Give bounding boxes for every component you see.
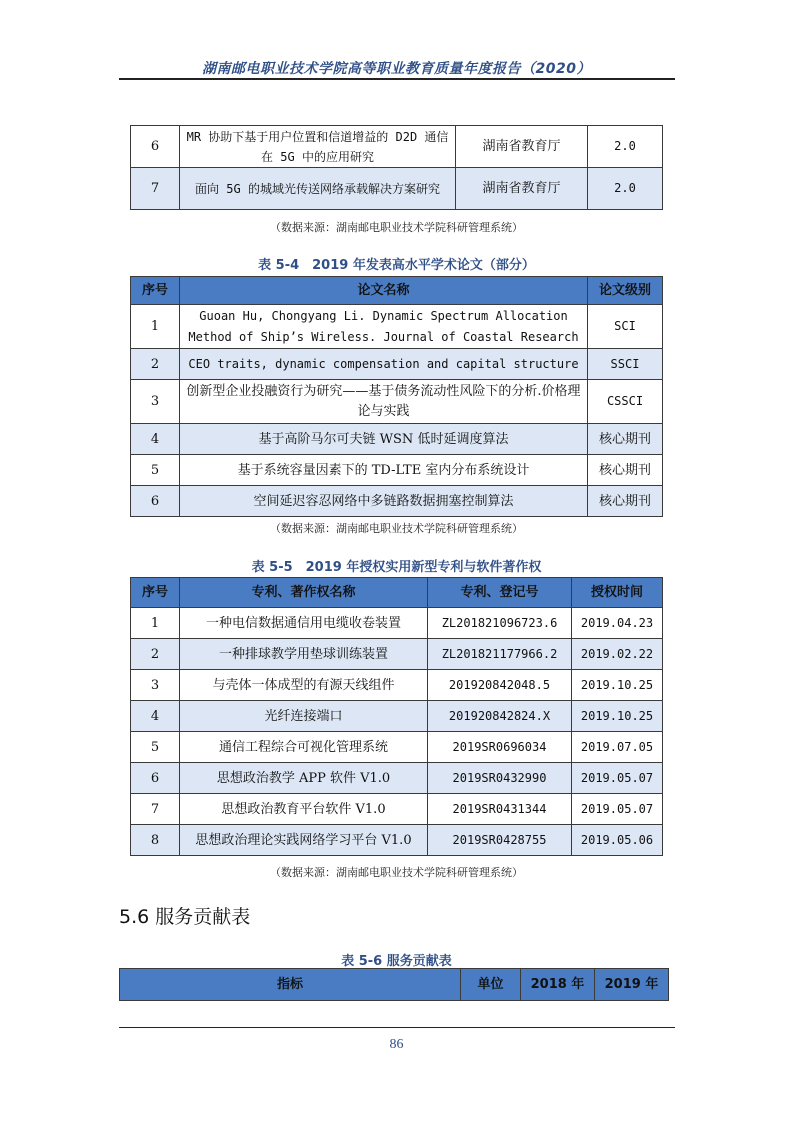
paper-title: 空间延迟容忍网络中多链路数据拥塞控制算法 [180,486,588,517]
column-header: 授权时间 [572,578,663,608]
patent-name: 思想政治教学 APP 软件 V1.0 [180,763,428,794]
patent-name: 一种排球教学用垫球训练装置 [180,639,428,670]
patent-name: 与壳体一体成型的有源天线组件 [180,670,428,701]
grant-date: 2019.05.06 [572,825,663,856]
row-number: 2 [131,639,180,670]
row-number: 6 [131,126,180,168]
table-row [131,670,663,701]
table-header-row [131,578,663,608]
row-number: 3 [131,670,180,701]
registration-number: 201920842824.X [428,701,572,732]
patent-name: 一种电信数据通信用电缆收卷装置 [180,608,428,639]
row-number: 7 [131,168,180,210]
issuer: 湖南省教育厅 [456,126,588,168]
paper-level: 核心期刊 [588,486,663,517]
registration-number: ZL201821177966.2 [428,639,572,670]
table-row [131,825,663,856]
amount: 2.0 [588,126,663,168]
table-caption: 表 5-4 2019 年发表高水平学术论文（部分） [258,258,535,273]
grant-date: 2019.02.22 [572,639,663,670]
grant-date: 2019.10.25 [572,670,663,701]
paper-title: 创新型企业投融资行为研究——基于债务流动性风险下的分析.价格理论与实践 [180,380,588,424]
service-contribution-table [119,968,669,1001]
table-row [131,732,663,763]
registration-number: ZL201821096723.6 [428,608,572,639]
registration-number: 2019SR0428755 [428,825,572,856]
table-row [131,608,663,639]
patent-name: 光纤连接端口 [180,701,428,732]
registration-number: 2019SR0696034 [428,732,572,763]
paper-title: 基于高阶马尔可夫链 WSN 低时延调度算法 [180,424,588,455]
page-number: 86 [389,1037,404,1052]
project-title: MR 协助下基于用户位置和信道增益的 D2D 通信在 5G 中的应用研究 [180,126,456,168]
paper-level: 核心期刊 [588,424,663,455]
table-caption: 表 5-5 2019 年授权实用新型专利与软件著作权 [251,560,542,575]
registration-number: 2019SR0431344 [428,794,572,825]
paper-title: 基于系统容量因素下的 TD-LTE 室内分布系统设计 [180,455,588,486]
data-source-note: （数据来源：湖南邮电职业技术学院科研管理系统） [270,866,523,879]
project-title: 面向 5G 的城域光传送网络承载解决方案研究 [180,168,456,210]
column-header: 序号 [131,277,180,305]
table-row [131,424,663,455]
footer-rule [119,1027,675,1028]
row-number: 1 [131,305,180,349]
paper-title: Guoan Hu, Chongyang Li. Dynamic Spectrum Allocation Method of Ship’s Wireless. Journal of Coastal Research [180,305,588,349]
row-number: 2 [131,349,180,380]
registration-number: 2019SR0432990 [428,763,572,794]
column-header: 2018 年 [521,969,595,1001]
patents-table [130,577,663,856]
data-source-note: （数据来源：湖南邮电职业技术学院科研管理系统） [270,522,523,535]
table-header-row [120,969,669,1001]
row-number: 1 [131,608,180,639]
research-project-table [130,125,663,210]
row-number: 4 [131,701,180,732]
papers-table [130,276,663,517]
column-header: 序号 [131,578,180,608]
table-row [131,763,663,794]
table-row [131,486,663,517]
row-number: 4 [131,424,180,455]
table-row [131,701,663,732]
amount: 2.0 [588,168,663,210]
paper-level: SSCI [588,349,663,380]
table-row [131,126,663,168]
paper-level: CSSCI [588,380,663,424]
grant-date: 2019.05.07 [572,794,663,825]
grant-date: 2019.07.05 [572,732,663,763]
patent-name: 思想政治教育平台软件 V1.0 [180,794,428,825]
table-row [131,168,663,210]
data-source-note: （数据来源：湖南邮电职业技术学院科研管理系统） [270,221,523,234]
column-header: 指标 [120,969,461,1001]
column-header: 专利、登记号 [428,578,572,608]
column-header: 专利、著作权名称 [180,578,428,608]
table-row [131,380,663,424]
grant-date: 2019.10.25 [572,701,663,732]
row-number: 3 [131,380,180,424]
column-header: 2019 年 [595,969,669,1001]
patent-name: 通信工程综合可视化管理系统 [180,732,428,763]
paper-level: 核心期刊 [588,455,663,486]
table-row [131,794,663,825]
row-number: 7 [131,794,180,825]
paper-title: CEO traits, dynamic compensation and capital structure [180,349,588,380]
row-number: 6 [131,763,180,794]
column-header: 论文级别 [588,277,663,305]
section-heading: 5.6 服务贡献表 [119,906,251,928]
header-rule [119,78,675,80]
issuer: 湖南省教育厅 [456,168,588,210]
table-header-row [131,277,663,305]
grant-date: 2019.04.23 [572,608,663,639]
table-row [131,455,663,486]
row-number: 5 [131,732,180,763]
row-number: 6 [131,486,180,517]
running-header: 湖南邮电职业技术学院高等职业教育质量年度报告（2020） [202,61,591,77]
row-number: 5 [131,455,180,486]
registration-number: 201920842048.5 [428,670,572,701]
table-row [131,349,663,380]
row-number: 8 [131,825,180,856]
table-row [131,305,663,349]
column-header: 单位 [461,969,521,1001]
column-header: 论文名称 [180,277,588,305]
patent-name: 思想政治理论实践网络学习平台 V1.0 [180,825,428,856]
table-row [131,639,663,670]
grant-date: 2019.05.07 [572,763,663,794]
table-caption: 表 5-6 服务贡献表 [341,954,452,969]
paper-level: SCI [588,305,663,349]
